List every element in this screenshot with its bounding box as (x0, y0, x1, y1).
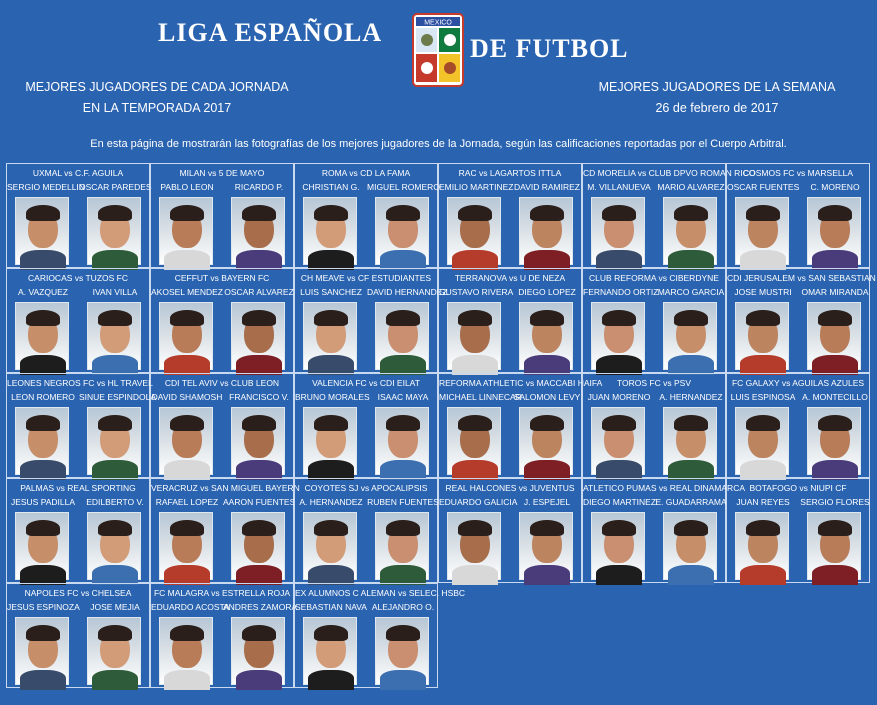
player-name: IVAN VILLA (92, 287, 138, 297)
match-title: TERRANOVA vs U DE NEZA (454, 273, 566, 283)
match-title: FC GALAXY vs AGUILAS AZULES (731, 378, 865, 388)
hair-shape (530, 205, 564, 221)
hair-shape (242, 415, 276, 431)
match-card (438, 163, 582, 268)
player-photo (375, 512, 429, 580)
hair-shape (242, 625, 276, 641)
hair-shape (386, 310, 420, 326)
shirt-shape (236, 355, 282, 375)
match-card (582, 373, 726, 478)
week-heading (582, 77, 852, 119)
match-card (726, 163, 870, 268)
player-photo (519, 302, 573, 370)
shirt-shape (20, 565, 66, 585)
match-title: REAL HALCONES vs JUVENTUS (445, 483, 575, 493)
player-photo (87, 617, 141, 685)
match-card (150, 478, 300, 583)
player-photo (231, 407, 285, 475)
week-heading-line1: MEJORES JUGADORES DE LA SEMANA (598, 80, 836, 94)
player-name: ISAAC MAYA (377, 392, 429, 402)
player-photo (159, 512, 213, 580)
match-card (582, 268, 726, 373)
match-title: CEFFUT vs BAYERN FC (174, 273, 270, 283)
player-photo (735, 302, 789, 370)
player-photo (15, 617, 69, 685)
match-card (582, 478, 745, 583)
match-title: RAC vs LAGARTOS ITTLA (458, 168, 562, 178)
player-name: LEON ROMERO (11, 392, 75, 402)
player-photo (591, 197, 645, 265)
shirt-shape (308, 460, 354, 480)
player-photo (807, 407, 861, 475)
player-name: A. MONTECILLO (802, 392, 868, 402)
hair-shape (98, 310, 132, 326)
player-name: J. ESPEJEL (523, 497, 571, 507)
hair-shape (602, 205, 636, 221)
match-card (438, 268, 582, 373)
player-name: DAVID SHAMOSH (151, 392, 223, 402)
player-name: FRANCISCO V. (229, 392, 289, 402)
hair-shape (746, 520, 780, 536)
player-photo (87, 197, 141, 265)
hair-shape (242, 310, 276, 326)
player-photo (303, 407, 357, 475)
shirt-shape (740, 250, 786, 270)
player-photo (303, 302, 357, 370)
match-card (150, 373, 294, 478)
match-title: BOTAFOGO vs NIUPI CF (749, 483, 847, 493)
player-photo (447, 512, 501, 580)
shirt-shape (596, 565, 642, 585)
player-name: MARCO GARCIA (657, 287, 725, 297)
hair-shape (674, 310, 708, 326)
match-title: EX ALUMNOS C ALEMAN vs SELEC. HSBC (295, 588, 466, 598)
shirt-shape (812, 460, 858, 480)
player-name: JOSE MUSTRI (734, 287, 792, 297)
player-photo (591, 512, 645, 580)
player-name: RICARDO P. (234, 182, 284, 192)
player-photo (303, 617, 357, 685)
player-photo (231, 617, 285, 685)
hair-shape (818, 520, 852, 536)
player-photo (519, 197, 573, 265)
match-title: VERACRUZ vs SAN MIGUEL BAYERN (151, 483, 300, 493)
shirt-shape (668, 355, 714, 375)
player-name: JOSE MEJIA (90, 602, 140, 612)
shirt-shape (92, 670, 138, 690)
hair-shape (602, 310, 636, 326)
player-photo (447, 407, 501, 475)
match-card (582, 163, 756, 268)
player-name: DIEGO MARTINEZ (583, 497, 657, 507)
player-name: EMILIO MARTINEZ (439, 182, 514, 192)
shirt-shape (20, 460, 66, 480)
player-photo (591, 407, 645, 475)
player-name: SINUE ESPINDOLA (79, 392, 156, 402)
player-name: A. HERNANDEZ (299, 497, 363, 507)
player-name: MICHAEL LINNECAR (439, 392, 522, 402)
player-photo (591, 302, 645, 370)
player-photo (15, 302, 69, 370)
player-photo (375, 197, 429, 265)
hair-shape (746, 415, 780, 431)
player-photo (159, 302, 213, 370)
hair-shape (98, 205, 132, 221)
shirt-shape (380, 250, 426, 270)
player-name: OMAR MIRANDA (801, 287, 869, 297)
hair-shape (242, 520, 276, 536)
shirt-shape (524, 460, 570, 480)
player-name: OSCAR ALVAREZ (224, 287, 294, 297)
hair-shape (458, 415, 492, 431)
player-photo (87, 302, 141, 370)
match-card (294, 268, 448, 373)
player-name: OSCAR PAREDES (79, 182, 152, 192)
match-title: TOROS FC vs PSV (617, 378, 691, 388)
match-card (294, 373, 438, 478)
player-photo (663, 302, 717, 370)
hair-shape (170, 415, 204, 431)
player-name: SERGIO MEDELLIN (7, 182, 85, 192)
week-heading-line2: 26 de febrero de 2017 (655, 101, 779, 115)
player-name: MIGUEL ROMERO (367, 182, 440, 192)
player-photo (87, 512, 141, 580)
hair-shape (26, 625, 60, 641)
hair-shape (746, 310, 780, 326)
shirt-shape (740, 565, 786, 585)
match-card (6, 478, 150, 583)
player-name: AKOSEL MENDEZ (151, 287, 223, 297)
match-card (6, 268, 150, 373)
player-name: ANDRES ZAMORA (223, 602, 298, 612)
player-photo (735, 407, 789, 475)
player-photo (87, 407, 141, 475)
shirt-shape (596, 355, 642, 375)
hair-shape (26, 415, 60, 431)
hair-shape (170, 520, 204, 536)
player-name: SEBASTIAN NAVA (295, 602, 367, 612)
player-name: C. MORENO (810, 182, 860, 192)
match-title: CD MORELIA vs CLUB DPVO ROMAN RICO (583, 168, 756, 178)
player-photo (663, 512, 717, 580)
player-photo (519, 407, 573, 475)
hair-shape (98, 415, 132, 431)
match-title: CDI TEL AVIV vs CLUB LEON (164, 378, 280, 388)
shirt-shape (164, 565, 210, 585)
match-card (726, 268, 876, 373)
hair-shape (818, 415, 852, 431)
hair-shape (530, 415, 564, 431)
page-note: En esta página de mostrarán las fotografías de los mejores jugadores de la Jornada, según las calificaciones reportadas por el Cuerpo Arbitral. (90, 138, 787, 150)
match-title: PALMAS vs REAL SPORTING (20, 483, 136, 493)
hair-shape (386, 625, 420, 641)
shirt-shape (380, 670, 426, 690)
hair-shape (170, 625, 204, 641)
player-name: GUSTAVO RIVERA (439, 287, 514, 297)
season-heading-line1: MEJORES JUGADORES DE CADA JORNADA (25, 80, 289, 94)
season-heading (22, 77, 292, 119)
hair-shape (458, 205, 492, 221)
hair-shape (674, 520, 708, 536)
hair-shape (746, 205, 780, 221)
shirt-shape (308, 250, 354, 270)
player-name: PABLO LEON (160, 182, 214, 192)
match-card (6, 583, 150, 688)
match-card (150, 268, 294, 373)
player-photo (375, 302, 429, 370)
player-photo (447, 197, 501, 265)
hair-shape (602, 415, 636, 431)
match-title: ATLETICO PUMAS vs REAL DINAMARCA (583, 483, 745, 493)
shirt-shape (740, 355, 786, 375)
match-title: LEONES NEGROS FC vs HL TRAVEL (7, 378, 153, 388)
season-heading-line2: EN LA TEMPORADA 2017 (82, 101, 232, 115)
match-card (726, 478, 870, 583)
shirt-shape (740, 460, 786, 480)
player-name: CHRISTIAN G. (302, 182, 360, 192)
player-name: ALEJANDRO O. (371, 602, 435, 612)
match-card (438, 478, 582, 583)
shirt-shape (524, 565, 570, 585)
player-photo (231, 197, 285, 265)
shirt-shape (236, 250, 282, 270)
player-photo (159, 407, 213, 475)
shirt-shape (164, 250, 210, 270)
player-photo (663, 197, 717, 265)
match-title: UXMAL vs C.F. AGUILA (32, 168, 124, 178)
player-name: M. VILLANUEVA (587, 182, 651, 192)
hair-shape (170, 310, 204, 326)
hair-shape (458, 310, 492, 326)
player-name: DIEGO LOPEZ (518, 287, 576, 297)
player-name: JESUS PADILLA (10, 497, 76, 507)
match-title: REFORMA ATHLETIC vs MACCABI HAIFA (439, 378, 603, 388)
hair-shape (818, 310, 852, 326)
player-name: RUBEN FUENTES (367, 497, 439, 507)
hair-shape (386, 205, 420, 221)
player-name: SALOMON LEVY (513, 392, 581, 402)
player-photo (807, 302, 861, 370)
match-title: CH MEAVE vs CF ESTUDIANTES (300, 273, 432, 283)
match-title: VALENCIA FC vs CDI EILAT (312, 378, 420, 388)
player-name: EDUARDO GALICIA (439, 497, 518, 507)
shirt-shape (164, 355, 210, 375)
hair-shape (314, 625, 348, 641)
player-photo (663, 407, 717, 475)
match-title: COSMOS FC vs MARSELLA (742, 168, 854, 178)
hair-shape (530, 310, 564, 326)
shirt-shape (20, 250, 66, 270)
player-name: JUAN REYES (736, 497, 790, 507)
hair-shape (386, 415, 420, 431)
shirt-shape (20, 670, 66, 690)
player-name: RAFAEL LOPEZ (155, 497, 219, 507)
player-photo (735, 197, 789, 265)
player-name: EDILBERTO V. (86, 497, 144, 507)
player-photo (735, 512, 789, 580)
shirt-shape (164, 670, 210, 690)
player-photo (15, 512, 69, 580)
match-title: CDI JERUSALEM vs SAN SEBASTIAN (727, 273, 876, 283)
match-card (294, 583, 466, 688)
match-card (150, 163, 294, 268)
shirt-shape (308, 670, 354, 690)
shirt-shape (596, 250, 642, 270)
match-card (294, 478, 438, 583)
title-right: DE FUTBOL (470, 34, 629, 63)
hair-shape (818, 205, 852, 221)
crest-text: MEXICO (424, 19, 452, 27)
hair-shape (26, 205, 60, 221)
shirt-shape (524, 355, 570, 375)
player-name: MARIO ALVAREZ (657, 182, 725, 192)
player-name: JESUS ESPINOZA (7, 602, 80, 612)
player-name: E. GUADARRAMA (655, 497, 727, 507)
title-left: LIGA ESPAÑOLA (158, 18, 383, 47)
hair-shape (458, 520, 492, 536)
shirt-shape (308, 355, 354, 375)
players-grid (6, 163, 876, 688)
player-name: A. VAZQUEZ (18, 287, 68, 297)
shirt-shape (812, 565, 858, 585)
shirt-shape (380, 565, 426, 585)
shirt-shape (452, 355, 498, 375)
hair-shape (530, 520, 564, 536)
shirt-shape (92, 355, 138, 375)
player-photo (159, 197, 213, 265)
player-photo (807, 197, 861, 265)
hair-shape (26, 310, 60, 326)
player-photo (15, 407, 69, 475)
match-title: NAPOLES FC vs CHELSEA (24, 588, 132, 598)
player-name: LUIS ESPINOSA (730, 392, 796, 402)
shirt-shape (236, 460, 282, 480)
player-name: A. HERNANDEZ (659, 392, 723, 402)
league-crest-icon (412, 13, 464, 87)
hair-shape (602, 520, 636, 536)
shirt-shape (92, 250, 138, 270)
match-title: CLUB REFORMA vs CIBERDYNE (589, 273, 719, 283)
match-title: ROMA vs CD LA FAMA (321, 168, 411, 178)
player-photo (159, 617, 213, 685)
hair-shape (386, 520, 420, 536)
match-card (6, 163, 150, 268)
player-photo (447, 302, 501, 370)
shirt-shape (380, 355, 426, 375)
shirt-shape (236, 565, 282, 585)
shirt-shape (308, 565, 354, 585)
shirt-shape (596, 460, 642, 480)
shirt-shape (812, 355, 858, 375)
player-name: DAVID RAMIREZ (514, 182, 580, 192)
player-photo (231, 302, 285, 370)
hair-shape (26, 520, 60, 536)
match-card (726, 373, 870, 478)
hair-shape (170, 205, 204, 221)
shirt-shape (452, 460, 498, 480)
shirt-shape (524, 250, 570, 270)
player-name: BRUNO MORALES (295, 392, 370, 402)
player-photo (375, 407, 429, 475)
shirt-shape (92, 565, 138, 585)
shirt-shape (668, 565, 714, 585)
match-card (438, 373, 603, 478)
shirt-shape (668, 460, 714, 480)
hair-shape (314, 205, 348, 221)
shirt-shape (452, 565, 498, 585)
hair-shape (314, 415, 348, 431)
match-card (6, 373, 156, 478)
match-card (150, 583, 298, 688)
player-photo (15, 197, 69, 265)
player-name: OSCAR FUENTES (727, 182, 800, 192)
player-photo (807, 512, 861, 580)
match-title: CARIOCAS vs TUZOS FC (28, 273, 128, 283)
match-title: MILAN vs 5 DE MAYO (179, 168, 265, 178)
match-card (294, 163, 438, 268)
hair-shape (98, 625, 132, 641)
player-photo (375, 617, 429, 685)
shirt-shape (20, 355, 66, 375)
match-title: COYOTES SJ vs APOCALIPSIS (304, 483, 428, 493)
hair-shape (674, 205, 708, 221)
shirt-shape (92, 460, 138, 480)
hair-shape (314, 520, 348, 536)
player-name: AARON FUENTES (223, 497, 296, 507)
shirt-shape (668, 250, 714, 270)
player-photo (303, 512, 357, 580)
hair-shape (242, 205, 276, 221)
hair-shape (98, 520, 132, 536)
shirt-shape (236, 670, 282, 690)
player-name: FERNANDO ORTIZ (583, 287, 659, 297)
player-name: SERGIO FLORES (800, 497, 870, 507)
shirt-shape (812, 250, 858, 270)
player-name: EDUARDO ACOSTA (151, 602, 230, 612)
hair-shape (314, 310, 348, 326)
player-name: LUIS SANCHEZ (300, 287, 362, 297)
player-photo (231, 512, 285, 580)
player-name: JUAN MORENO (587, 392, 651, 402)
shirt-shape (452, 250, 498, 270)
player-photo (303, 197, 357, 265)
player-photo (519, 512, 573, 580)
match-title: FC MALAGRA vs ESTRELLA ROJA (153, 588, 291, 598)
hair-shape (674, 415, 708, 431)
shirt-shape (380, 460, 426, 480)
player-name: DAVID HERNANDEZ (367, 287, 448, 297)
shirt-shape (164, 460, 210, 480)
